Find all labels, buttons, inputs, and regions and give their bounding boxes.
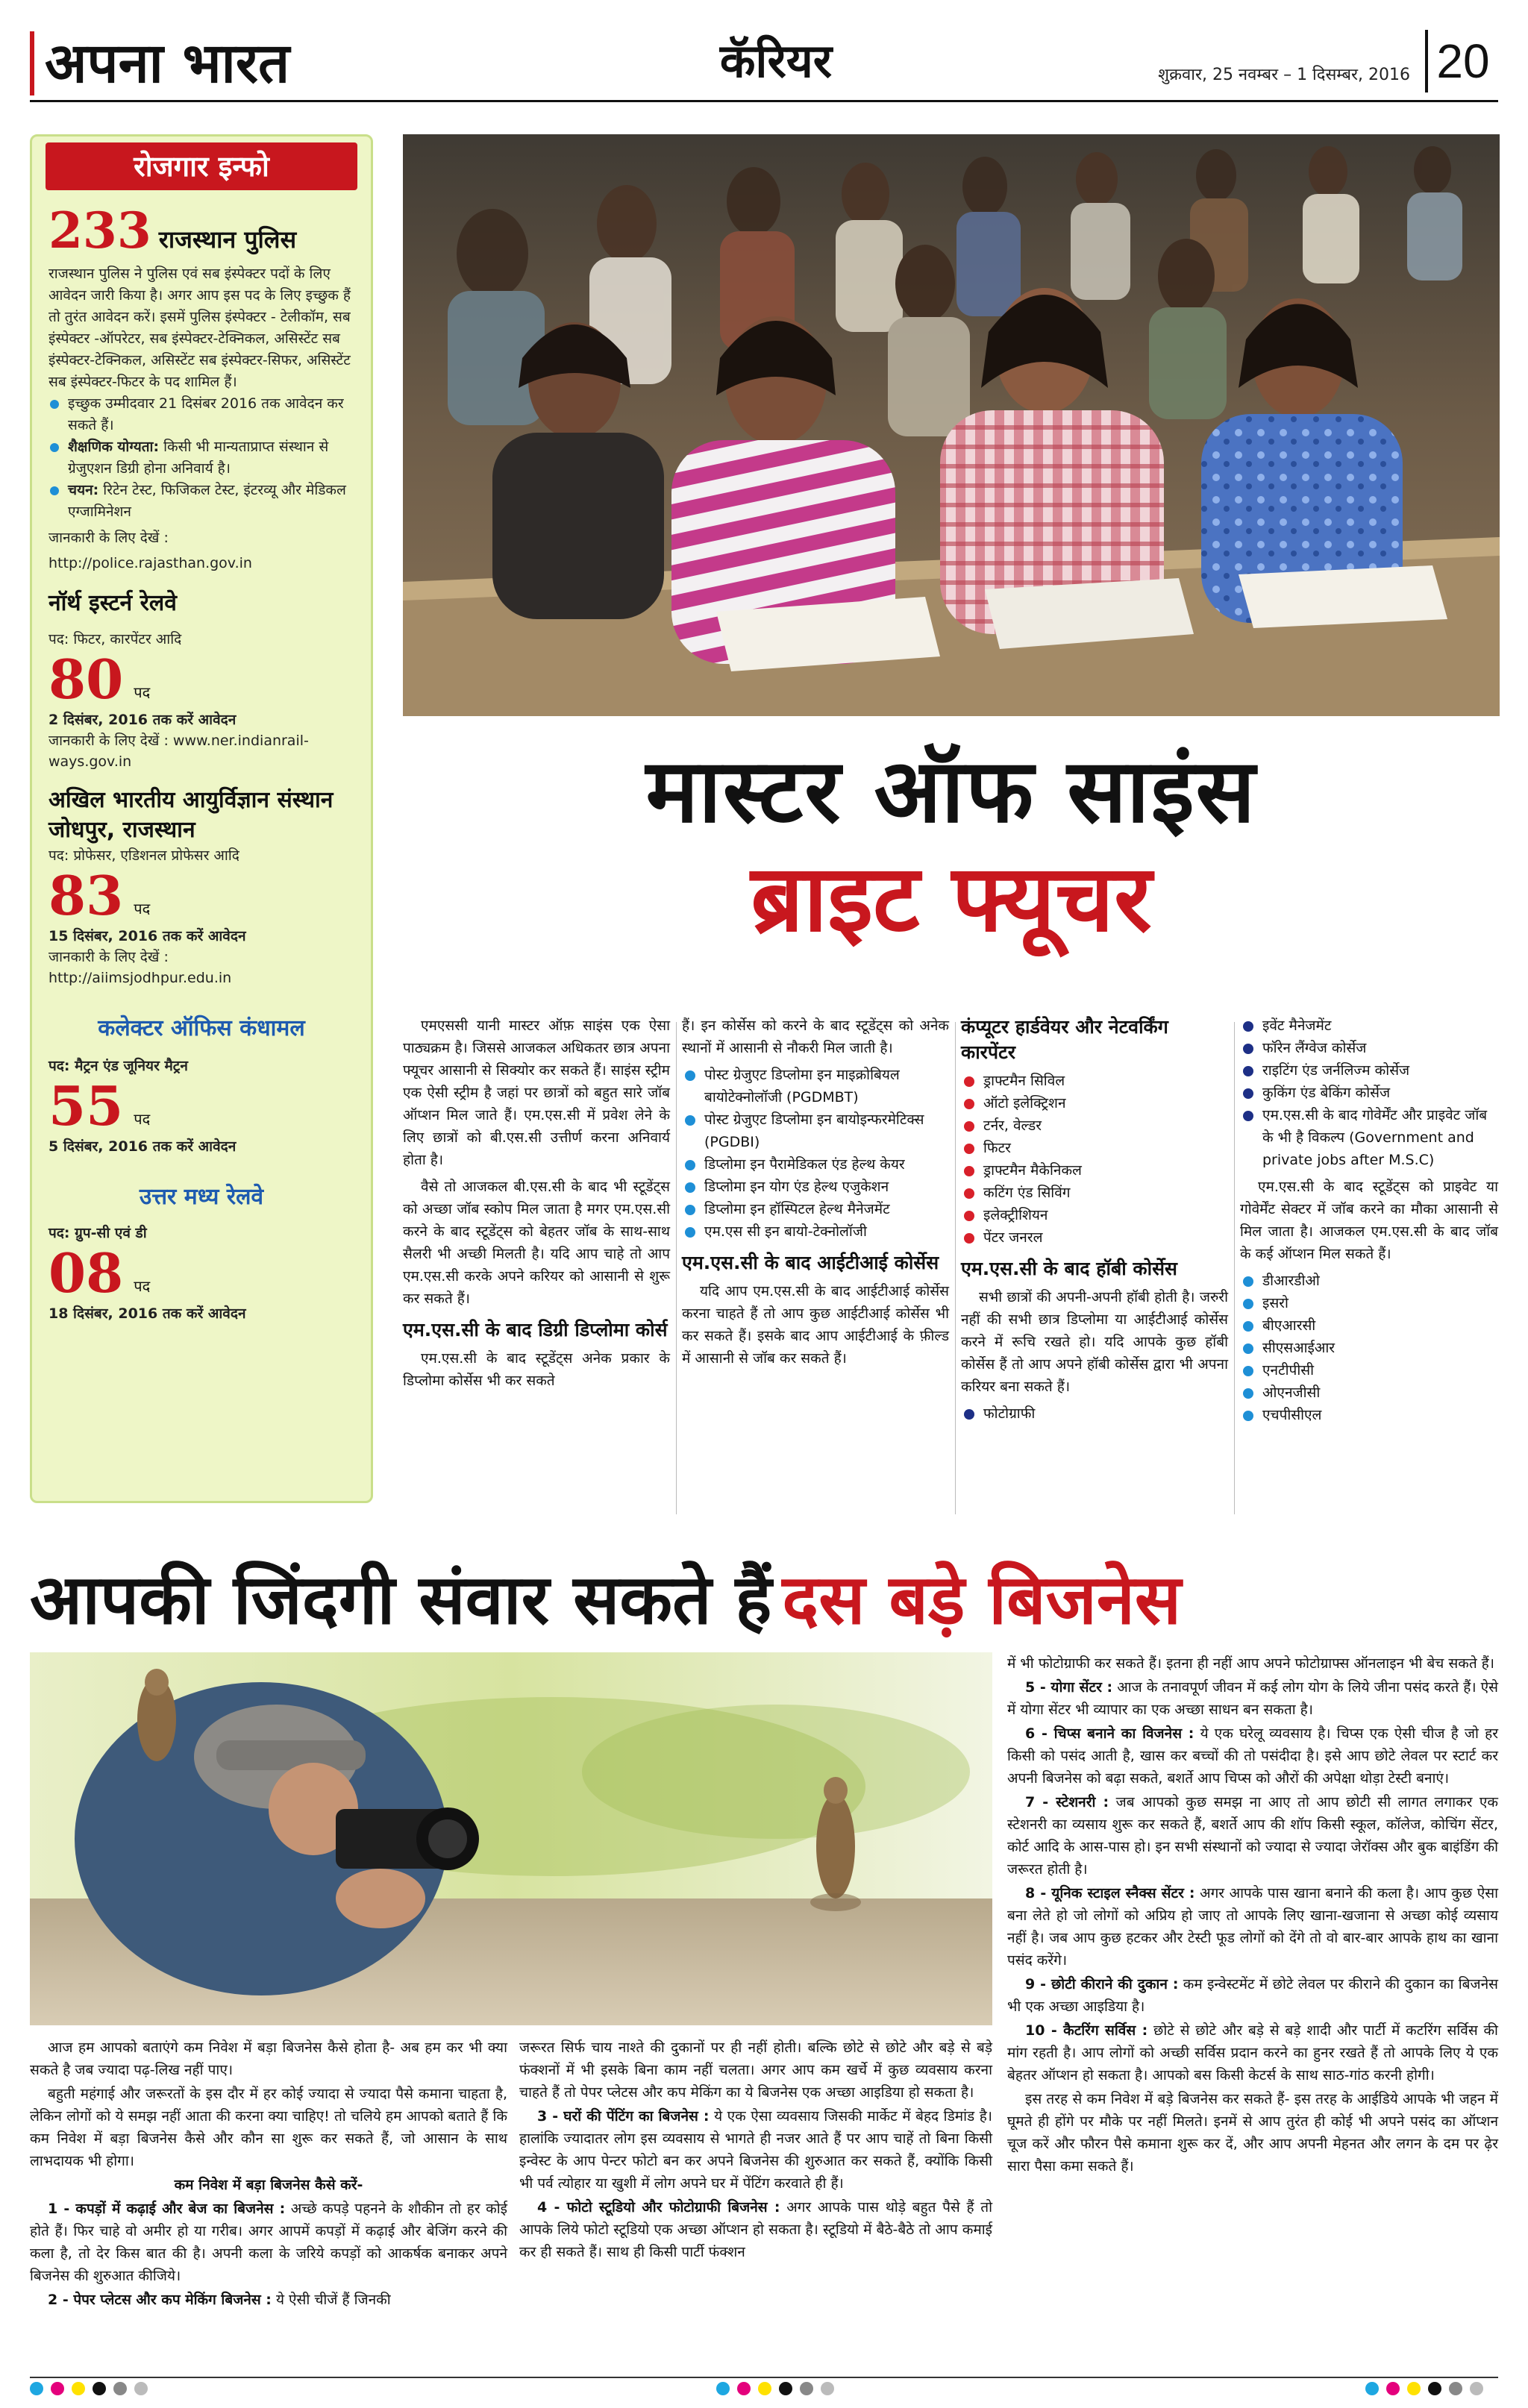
article2-headline-black: आपकी जिंदगी संवार सकते हैं <box>30 1560 772 1640</box>
list-item: पोस्ट ग्रेजुएट डिप्लोमा इन माइक्रोबियल बायोटेक्नोलॉजी (PGDMBT) <box>682 1064 949 1109</box>
column-divider <box>955 1022 956 1514</box>
item-text: ये ऐसी चीजें हैं जिनकी <box>275 2292 391 2308</box>
article1-subhead: एम.एस.सी के बाद डिग्री डिप्लोमा कोर्स <box>403 1319 668 1341</box>
article2-paragraph: में भी फोटोग्राफी कर सकते हैं। इतना ही नहीं आप अपने फोटोग्राफ्स ऑनलाइन भी बेच सकते हैं। <box>1007 1655 1494 1672</box>
item-text: ये एक ऐसा व्यवसाय जिसकी मार्केट में बेहद डिमांड है। हालांकि ज्यादातर लोग इस व्यवसाय से भागते ही नजर आते हैं पर आप चाहें तो बिना किसी इन्वेस्ट के आप पेन्टर फोटो बन कर अपने बिजनेस की शुरुआत कर सकते हैं, क्योंकि किसी भी पर्व त्योहार या खुशी में लोग अपने घर में पेंटिंग करवाते ही हैं। <box>519 2108 993 2192</box>
black-dot <box>1428 2382 1441 2395</box>
govt-org-list <box>1240 1270 1498 1426</box>
color-registration-dots-left <box>30 2382 148 2395</box>
article2-item-5 <box>1007 1676 1498 1721</box>
magenta-dot <box>1386 2382 1400 2395</box>
list-item: फोटोग्राफी <box>961 1402 1228 1425</box>
item-title: 8 - यूनिक स्टाइल स्नैक्स सेंटर : <box>1025 1885 1195 1901</box>
black-dot <box>779 2382 792 2395</box>
police-bullet-qualification <box>48 436 354 480</box>
item-title: 6 - चिप्स बनाने का विजनेस : <box>1025 1725 1194 1742</box>
police-body: राजस्थान पुलिस ने पुलिस एवं सब इंस्पेक्टर पदों के लिए आवेदन जारी किया है। अगर आप इस पद के लिए इच्छुक हैं तो तुरंत आवेदन करें। इसमें पुलिस इंस्पेक्टर - टेलीकॉम, सब इंस्पेक्टर -ऑपरेटर, सब इंस्पेक्टर-टेक्निकल, असिस्टेंट सब इंस्पेक्टर-टेक्निकल, असिस्टेंट सब इंस्पेक्टर-सिफर, असिस्टेंट सब इंस्पेक्टर-फिटर के पद शामिल हैं। <box>48 266 351 390</box>
list-item: इवेंट मैनेजमेंट <box>1240 1015 1498 1037</box>
article1-paragraph: वैसे तो आजकल बी.एस.सी के बाद भी स्टूडेंट्स को अच्छा जॉब स्कोप मिल जाता है मगर एम.एस.सी करने के बाद स्टूडेंट्स को बेहतर जॉब के साथ-साथ सैलरी भी अच्छी मिलती है। यदि आप चाहे तो आप एम.एस.सी करके अपने करियर को आसानी से शुरू कर सकते हैं। <box>403 1179 670 1307</box>
item-text: अगर आपके पास थोड़े बहुत पैसे हैं तो आपके लिये फोटो स्टूडियो एक अच्छा ऑप्शन हो सकता है। स्टूडियो में बैठे-बैठे तो आप कमाई कर ही सकते हैं। साथ ही किसी पार्टी फंक्शन <box>519 2199 992 2260</box>
item-title: 3 - घरों की पेंटिंग का बिजनेस : <box>537 2108 710 2125</box>
cyan-dot <box>716 2382 730 2395</box>
list-item: सीएसआईआर <box>1240 1337 1498 1359</box>
ncr-post: पद: ग्रुप-सी एवं डी <box>48 1225 147 1241</box>
nfr-vacancy-count: 80 <box>48 648 124 711</box>
police-job-block <box>32 201 371 574</box>
black-dot <box>93 2382 106 2395</box>
aiims-title: अखिल भारतीय आयुर्विज्ञान संस्थान जोधपुर, राजस्थान <box>48 787 334 843</box>
article2-item-6 <box>1007 1722 1498 1790</box>
article1-column-2 <box>682 1015 949 1374</box>
masthead <box>30 27 1498 101</box>
item-text: जब आपको कुछ समझ ना आए तो आप छोटी सी लागत लगाकर एक स्टेशनरी का व्यसाय शुरू कर सकते हैं, बशर्ते आप की शॉप किसी स्कूल, कॉलेज, कोचिंग सेंटर, कोर्ट आदि के आस-पास हो। इन सभी संस्थानों को ज्यादा से ज्यादा जेरॉक्स और बुक बाइंडिंग की जरूरत होती है। <box>1007 1794 1498 1878</box>
article1-headline-red: ब्राइट फ्यूचर <box>751 845 1152 953</box>
qualification-label: शैक्षणिक योग्यता: <box>68 439 160 455</box>
item-title: 4 - फोटो स्टूडियो और फोटोग्राफी बिजनेस : <box>537 2199 780 2216</box>
qualification-text: किसी भी मान्यताप्राप्त संस्थान से ग्रेजुएशन डिग्री होना अनिवार्य है। <box>68 439 329 477</box>
footer-rule <box>30 2377 1498 2378</box>
nfr-unit: पद <box>134 683 151 701</box>
list-item: इलेक्ट्रीशियन <box>961 1204 1228 1226</box>
ncr-title: उत्तर मध्य रेलवे <box>139 1184 264 1210</box>
ncr-job-block <box>32 1182 371 1324</box>
aiims-job-block <box>32 786 371 988</box>
article1-paragraph: एमएससी यानी मास्टर ऑफ़ साइंस एक ऐसा पाठ्यक्रम है। जिससे आजकल अधिकतर छात्र अपना फ्यूचर आसानी से सिक्योर कर सकते हैं। साइंस स्ट्रीम एक ऐसी स्ट्रीम है जहां पर छात्रों को बहुत सारे जॉब ऑप्शन मिल जाते हैं। एम.एस.सी में प्रवेश लेने के लिए छात्रों को बी.एस.सी उत्तीर्ण करना अनिवार्य होता है। <box>403 1018 670 1168</box>
article1-paragraph: एम.एस.सी के बाद स्टूडेंट्स को प्राइवेट या गोवेर्मेंट सेक्टर में जॉब करने का मौका आसानी से मिल जाता है। आजकल एम.एस.सी के बाद जॉब के कई ऑप्शन मिल सकते हैं। <box>1240 1179 1498 1262</box>
kandhamal-post: पद: मैट्रन एंड जूनियर मैट्रन <box>48 1058 188 1074</box>
gray-dot <box>800 2382 813 2395</box>
item-title: 5 - योगा सेंटर : <box>1025 1679 1113 1696</box>
light-gray-dot <box>134 2382 148 2395</box>
article2-item-10 <box>1007 2019 1498 2086</box>
kandhamal-job-block <box>32 1014 371 1157</box>
list-item: राइटिंग एंड जर्नलिज्म कोर्सेज <box>1240 1059 1498 1082</box>
article2-paragraph: बहुती महंगाई और जरूरतों के इस दौर में हर कोई ज्यादा से ज्यादा पैसे कमाना चाहता है, लेकिन लोगों को ये समझ नहीं आता की करना क्या चाहिए! तो चलिये हम आपको बताते हैं कि कम निवेश में बड़ा बिजनेस कैसे और कौन सा शुरू कर सकते हैं, जो आसान के साथ लाभदायक भी होगा। <box>30 2086 507 2169</box>
cyan-dot <box>30 2382 43 2395</box>
article2-subhead: कम निवेश में बड़ा बिजनेस कैसे करें- <box>174 2177 363 2193</box>
article1-headline: मास्टर ऑफ साइंस <box>645 739 1257 842</box>
ncr-deadline: 18 दिसंबर, 2016 तक करें आवेदन <box>48 1305 246 1322</box>
gray-dot <box>113 2382 127 2395</box>
ncr-vacancy-count: 08 <box>48 1241 124 1305</box>
article2-item-4 <box>519 2196 992 2263</box>
magenta-dot <box>737 2382 751 2395</box>
kandhamal-vacancy-count: 55 <box>48 1074 124 1138</box>
article2-item-1 <box>30 2198 507 2287</box>
item-text: कम इन्वेस्टमेंट में छोटे लेवल पर कीराने की दुकान का बिजनेस भी एक अच्छा आइडिया है। <box>1007 1976 1498 2015</box>
nfr-post: पद: फिटर, कारपेंटर आदि <box>48 631 182 648</box>
list-item: फिटर <box>961 1137 1228 1159</box>
list-item: बीएआरसी <box>1240 1314 1498 1337</box>
section-title: कॅरियर <box>719 34 833 88</box>
list-item: ऑटो इलेक्ट्रिशन <box>961 1092 1228 1114</box>
article2-item-9 <box>1007 1973 1498 2018</box>
article1-subhead: एम.एस.सी के बाद आईटीआई कोर्सेस <box>682 1252 939 1273</box>
article2-headline-red: दस बड़े बिजनेस <box>782 1560 1182 1640</box>
hobby-course-list <box>961 1402 1228 1425</box>
nfr-title: नॉर्थ इस्टर्न रेलवे <box>48 590 177 616</box>
list-item: एनटीपीसी <box>1240 1359 1498 1382</box>
list-item: कटिंग एंड सिविंग <box>961 1182 1228 1204</box>
list-item: ड्राफ्टमैन मैकेनिकल <box>961 1159 1228 1182</box>
list-item: डिप्लोमा इन पैरामेडिकल एंड हेल्थ केयर <box>682 1153 949 1176</box>
list-item: इसरो <box>1240 1292 1498 1314</box>
article2-item-3 <box>519 2105 992 2195</box>
article2-item-2 <box>30 2289 507 2311</box>
article2-right-column <box>1007 1652 1498 2179</box>
iti-course-list <box>961 1070 1228 1249</box>
aiims-deadline: 15 दिसंबर, 2016 तक करें आवेदन <box>48 928 246 944</box>
list-item: टर्नर, वेल्डर <box>961 1114 1228 1137</box>
diploma-course-list <box>682 1064 949 1243</box>
article1-column-3 <box>961 1015 1228 1425</box>
aiims-info[interactable]: जानकारी के लिए देखें : http://aiimsjodhpur.edu.in <box>48 949 232 986</box>
list-item: कुकिंग एंड बेकिंग कोर्सेज <box>1240 1082 1498 1104</box>
yellow-dot <box>758 2382 771 2395</box>
list-item: डिप्लोमा इन हॉस्पिटल हेल्थ मैनेजमेंट <box>682 1198 949 1220</box>
article2-paragraph: आज हम आपको बताएंगे कम निवेश में बड़ा बिजनेस कैसे होता है- अब हम कर भी क्या सकते है जब ज्यादा पढ़-लिख नहीं पाए। <box>30 2039 507 2078</box>
kandhamal-deadline: 5 दिसंबर, 2016 तक करें आवेदन <box>48 1138 237 1155</box>
article2-paragraph: जरूरत सिर्फ चाय नाश्ते की दुकानों पर ही नहीं होती। बल्कि छोटे से छोटे और बड़े से बड़े फंक्शनों में भी इसके बिना काम नहीं चलता। अगर आप कम खर्चे में कुछ व्यवसाय करना चाहते हैं तो पेपर प्लेटस और कप मेकिंग का ये बिजनेस एक अच्छा आइडिया हो सकता है। <box>519 2039 992 2101</box>
list-item: एम.एस सी इन बायो-टेक्नोलॉजी <box>682 1220 949 1243</box>
item-text: ये एक घरेलू व्यवसाय है। चिप्स एक ऐसी चीज है जो हर किसी को पसंद आती है, खास कर बच्चों की तो पसंदीदा है। इसे आप छोटे लेवल पर स्टार्ट कर अपनी बिजनेस को बढ़ा सकते, बशर्ते आप चिप्स को औरों की अपेक्षा थोड़ा टेस्टी बनाएं। <box>1007 1725 1498 1787</box>
aiims-post: पद: प्रोफेसर, एडिशनल प्रोफेसर आदि <box>48 847 239 864</box>
selection-text: रिटेन टेस्ट, फिजिकल टेस्ट, इंटरव्यू और मेडिकल एग्जामिनेशन <box>68 482 346 520</box>
magenta-dot <box>51 2382 64 2395</box>
article1-paragraph: सभी छात्रों की अपनी-अपनी हॉबी होती है। जरुरी नहीं की सभी छात्र डिप्लोमा या आईटीआई कोर्सेस करने में रूचि रखते हो। यदि आपके कुछ हॉबी कोर्सेस हैं तो आप अपने हॉबी कोर्सेस द्वारा भी अपना करियर बना सकते हैं। <box>961 1289 1228 1395</box>
list-item: एम.एस.सी के बाद गोवेर्मेंट और प्राइवेट जॉब के भी है विकल्प (Government and private jobs after M.S.C) <box>1240 1104 1498 1171</box>
hobby-course-list-continued <box>1240 1015 1498 1171</box>
gray-dot <box>1449 2382 1462 2395</box>
item-title: 10 - कैटरिंग सर्विस : <box>1025 2022 1148 2039</box>
police-url[interactable]: http://police.rajasthan.gov.in <box>48 555 252 571</box>
aiims-count-row <box>48 866 354 926</box>
article1-paragraph: यदि आप एम.एस.सी के बाद आईटीआई कोर्सेस करना चाहते हैं तो आप कुछ आईटीआई कोर्सेस भी कर सकते हैं। इसके बाद आप आईटीआई के फ़ील्ड में आसानी से जॉब कर सकते हैं। <box>682 1283 949 1367</box>
article1-paragraph: एम.एस.सी के बाद स्टूडेंट्स अनेक प्रकार के डिप्लोमा कोर्सेस भी कर सकते <box>403 1350 670 1389</box>
photographer-meerkat-photo <box>30 1652 992 2025</box>
article2-closing: इस तरह से कम निवेश में बड़े बिजनेस कर सकते हैं- इस तरह के आईडिये आपके भी जहन में घूमते ही होंगे पर मौके पर नहीं मिलते। इनमें से आप तुरंत ही कोई भी अपने पसंद का ऑप्शन चूज करें और फौरन पैसे कमाना शुरू कर दें, और आप अपनी मेहनत और लगन के दम पर ढ़ेर सारा पैसा कमा सकते हैं। <box>1007 2091 1498 2175</box>
sidebar-header: रोजगार इन्फो <box>46 142 357 190</box>
list-item: पोस्ट ग्रेजुएट डिप्लोमा इन बायोइन्फरमेटिक्स (PGDBI) <box>682 1109 949 1153</box>
item-title: 2 - पेपर प्लेटस और कप मेकिंग बिजनेस : <box>48 2292 272 2308</box>
kandhamal-unit: पद <box>134 1110 151 1128</box>
light-gray-dot <box>821 2382 834 2395</box>
cyan-dot <box>1365 2382 1379 2395</box>
aiims-vacancy-count: 83 <box>48 864 124 927</box>
article2-headline <box>30 1555 1498 1645</box>
color-registration-dots-center <box>716 2382 834 2395</box>
police-title: राजस्थान पुलिस <box>158 225 297 254</box>
page-number: 20 <box>1425 30 1498 93</box>
item-title: 1 - कपड़ों में कढ़ाई और बेज का बिजनेस : <box>48 2201 286 2217</box>
article1-column-1 <box>403 1015 670 1396</box>
police-bullet-selection <box>48 480 354 523</box>
police-bullet-deadline: इच्छुक उम्मीदवार 21 दिसंबर 2016 तक आवेदन कर सकते हैं। <box>48 393 354 436</box>
nfr-deadline: 2 दिसंबर, 2016 तक करें आवेदन <box>48 712 237 728</box>
list-item: डीआरडीओ <box>1240 1270 1498 1292</box>
item-text: आज के तनावपूर्ण जीवन में कई लोग योग के लिये जीना पसंद करते हैं। ऐसे में योगा सेंटर भी व्यापार का एक अच्छा साधन बन सकता है। <box>1007 1679 1498 1718</box>
jobs-info-sidebar <box>30 134 373 1503</box>
issue-date: शुक्रवार, 25 नवम्बर – 1 दिसम्बर, 2016 <box>1158 66 1410 84</box>
article2-item-7 <box>1007 1791 1498 1881</box>
list-item: पेंटर जनरल <box>961 1226 1228 1249</box>
color-registration-dots-right <box>1365 2382 1483 2395</box>
article2-left-column <box>30 2037 507 2313</box>
kandhamal-title: कलेक्टर ऑफिस कंधामल <box>98 1015 305 1041</box>
nfr-info[interactable]: जानकारी के लिए देखें : www.ner.indianrail-ways.gov.in <box>48 733 309 770</box>
list-item: ओएनजीसी <box>1240 1382 1498 1404</box>
police-vacancy-count: 233 <box>48 201 151 260</box>
list-item: फॉरेन लैंग्वेज कोर्सेज <box>1240 1037 1498 1059</box>
article1-subhead: कंप्यूटर हार्डवेयर और नेटवर्किंग कारपेंटर <box>961 1016 1168 1063</box>
article1-subhead: एम.एस.सी के बाद हॉबी कोर्सेस <box>961 1258 1177 1279</box>
article1-column-4 <box>1240 1015 1498 1426</box>
article1-paragraph: हैं। इन कोर्सेस को करने के बाद स्टूडेंट्स को अनेक स्थानों में आसानी से नौकरी मिल जाती है। <box>682 1018 949 1056</box>
kandhamal-count-row <box>48 1076 354 1136</box>
item-title: 7 - स्टेशनरी : <box>1025 1794 1109 1810</box>
nfr-count-row <box>48 650 354 709</box>
masthead-rule <box>30 100 1498 102</box>
ncr-unit: पद <box>134 1277 151 1295</box>
brand-logo: अपना भारत <box>30 31 358 95</box>
yellow-dot <box>72 2382 85 2395</box>
column-divider <box>676 1022 677 1514</box>
item-title: 9 - छोटी कीराने की दुकान : <box>1025 1976 1179 1992</box>
nfr-job-block <box>32 589 371 772</box>
item-text: अच्छे कपड़े पहनने के शौकीन तो हर कोई होते हैं। फिर चाहे वो अमीर हो या गरीब। अगर आपमें कपड़ों में कढ़ाई और बेजिंग करने की कला है, तो देर किस बात की है। अपनी कला के जरिये कपड़ों को आकर्षक बनाकर अपने बिजनेस की शुरुआत कीजिये। <box>30 2201 507 2284</box>
list-item: डिप्लोमा इन योग एंड हेल्थ एजुकेशन <box>682 1176 949 1198</box>
column-divider <box>1234 1022 1235 1514</box>
light-gray-dot <box>1470 2382 1483 2395</box>
list-item: ड्राफ्टमैन सिविल <box>961 1070 1228 1092</box>
police-info-label: जानकारी के लिए देखें : <box>48 530 169 546</box>
item-text: छोटे से छोटे और बड़े से बड़े शादी और पार्टी में कटरिंग सर्विस की मांग रहती है। आप लोगों को अच्छी सर्विस प्रदान करने का हुनर रखते हैं तो आपके लिए ये एक बेहतर ऑप्शन हो सकता है। आपको बस किसी केटर्स के साथ साठ-गांठ करनी होगी। <box>1007 2022 1498 2084</box>
classroom-photo <box>403 134 1500 716</box>
yellow-dot <box>1407 2382 1421 2395</box>
list-item: एचपीसीएल <box>1240 1404 1498 1426</box>
item-text: अगर आपके पास खाना बनाने की कला है। आप कुछ ऐसा बना लेते हो जो लोगों को अप्रिय हो जाए तो आपके लिए खाना-खजाना से अच्छा कोई व्यसाय नहीं है। जब आप कुछ हटकर और टेस्टी फूड लोगों को देंगे तो वो बार-बार आपके हाथ का खाना पसंद करेंगे। <box>1007 1885 1499 1969</box>
aiims-unit: पद <box>134 900 151 918</box>
ncr-count-row <box>48 1241 354 1305</box>
article2-middle-column <box>519 2037 992 2265</box>
selection-label: चयन: <box>68 482 99 498</box>
article2-item-8 <box>1007 1882 1498 1972</box>
